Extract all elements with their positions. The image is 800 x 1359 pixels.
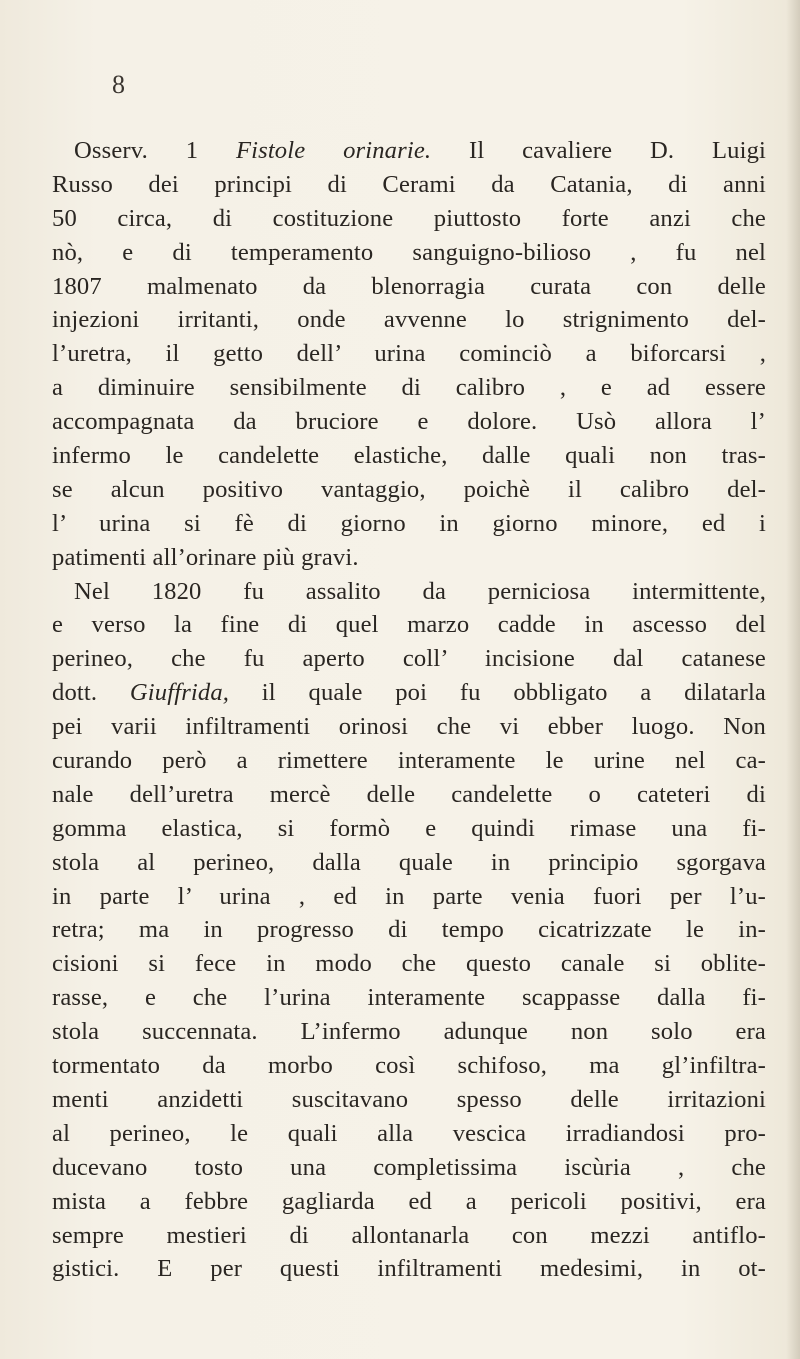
text-line: stola succennata. L’infermo adunque non solo era [52, 1018, 766, 1046]
text-line: curando però a rimettere interamente le urine nel ca- [52, 747, 766, 775]
text-line: nò, e di temperamento sanguigno-bilioso , fu nel [52, 238, 766, 266]
text-line: accompagnata da bruciore e dolore. Usò allora l’ [52, 408, 766, 436]
line-prefix: dott. [52, 679, 130, 707]
text-line: retra; ma in progresso di tempo cicatrizzate le in- [52, 916, 766, 944]
line-rest: il quale poi fu obbligato a dilatarla [229, 679, 766, 707]
text-line: l’ urina si fè di giorno in giorno minore, ed i [52, 509, 766, 537]
text-line: perineo, che fu aperto coll’ incisione dal catanese [52, 645, 766, 673]
text-line: ducevano tosto una completissima iscùria , che [52, 1153, 766, 1181]
text-line: infermo le candelette elastiche, dalle quali non tras- [52, 442, 766, 470]
page-edge-shadow [786, 0, 800, 1359]
doctor-name: Giuffrida, [129, 679, 230, 707]
text-line: e verso la fine di quel marzo cadde in ascesso del [52, 611, 766, 639]
text-line: in parte l’ urina , ed in parte venia fuori per l’u- [52, 882, 766, 910]
text-line: Russo dei principi di Cerami da Catania, di anni [52, 170, 766, 198]
body-text [52, 134, 766, 1286]
text-line: al perineo, le quali alla vescica irradiandosi pro- [52, 1119, 766, 1147]
text-line: rasse, e che l’urina interamente scappasse dalla fi- [52, 984, 766, 1012]
text-line: mista a febbre gagliarda ed a pericoli positivi, era [52, 1187, 766, 1215]
text-line: injezioni irritanti, onde avvenne lo strignimento del- [52, 306, 766, 334]
heading-rest: Il cavaliere D. Luigi [431, 137, 766, 164]
text-line: 50 circa, di costituzione piuttosto forte anzi che [52, 204, 766, 232]
text-line: a diminuire sensibilmente di calibro , e ad essere [52, 374, 766, 402]
heading-title: Fistole orinarie. [235, 137, 432, 164]
text-line-doctor [52, 676, 766, 710]
text-line: gomma elastica, si formò e quindi rimase una fi- [52, 814, 766, 842]
text-line: 1807 malmenato da blenorragia curata con delle [52, 272, 766, 300]
text-line: sempre mestieri di allontanarla con mezzi antiflo- [52, 1221, 766, 1249]
text-line: l’uretra, il getto dell’ urina cominciò a biforcarsi , [52, 340, 766, 368]
text-line-heading [52, 134, 766, 168]
heading-prefix: Osserv. 1 [74, 137, 236, 164]
page-number: 8 [112, 70, 125, 99]
text-line: menti anzidetti suscitavano spesso delle irritazioni [52, 1085, 766, 1113]
text-line: nale dell’uretra mercè delle candelette o cateteri di [52, 780, 766, 808]
text-line: se alcun positivo vantaggio, poichè il calibro del- [52, 475, 766, 503]
text-line: gistici. E per questi infiltramenti medesimi, in ot- [52, 1255, 766, 1283]
text-line: cisioni si fece in modo che questo canale si oblite- [52, 950, 766, 978]
text-line: patimenti all’orinare più gravi. [52, 543, 359, 571]
text-line: tormentato da morbo così schifoso, ma gl’infiltra- [52, 1052, 766, 1080]
text-line: pei varii infiltramenti orinosi che vi ebber luogo. Non [52, 713, 766, 741]
text-line: stola al perineo, dalla quale in principio sgorgava [52, 848, 766, 876]
text-line: Nel 1820 fu assalito da perniciosa intermittente, [74, 577, 766, 605]
